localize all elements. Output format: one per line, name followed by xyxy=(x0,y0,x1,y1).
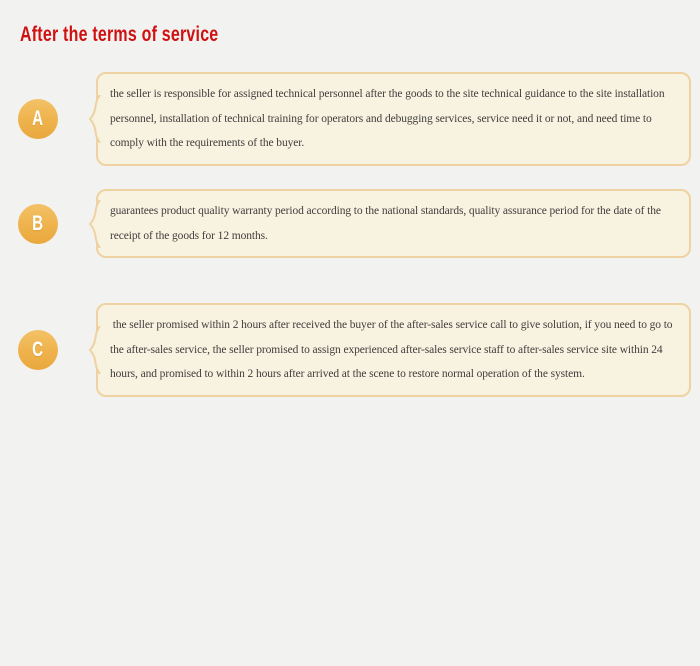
bubble-notch-icon xyxy=(87,200,101,248)
service-item-b xyxy=(18,189,691,258)
bubble-notch-icon xyxy=(87,326,101,374)
service-item-c-text: the seller promised within 2 hours after received the buyer of the after-sales service call to give solution, if you need to go to the after-sales service, the seller promised to assign experienced after-sales service staff to after-sales service site within 24 hours, and promised to within 2 hours after arrived at the scene to restore normal operation of the system. xyxy=(110,319,676,380)
service-item-b-text: guarantees product quality warranty period according to the national standards, quality assurance period for the date of the receipt of the goods for 12 months. xyxy=(110,205,664,242)
badge-c-label: C xyxy=(32,338,44,362)
badge-c xyxy=(18,330,58,370)
badge-b-label: B xyxy=(32,212,44,235)
service-item-c xyxy=(18,303,691,397)
speech-bubble-b xyxy=(96,189,691,258)
service-item-a xyxy=(18,72,691,166)
bubble-notch-icon xyxy=(87,95,101,143)
speech-bubble-a xyxy=(96,72,691,166)
badge-a xyxy=(18,99,58,139)
page-title: After the terms of service xyxy=(20,23,219,46)
badge-b xyxy=(18,204,58,244)
speech-bubble-c xyxy=(96,303,691,397)
service-item-a-text: the seller is responsible for assigned technical personnel after the goods to the site technical guidance to the site installation personnel, installation of technical training for operators and debugging services, service need it or not, and need time to comply with the requirements of the buyer. xyxy=(110,88,668,149)
badge-a-label: A xyxy=(32,107,44,131)
